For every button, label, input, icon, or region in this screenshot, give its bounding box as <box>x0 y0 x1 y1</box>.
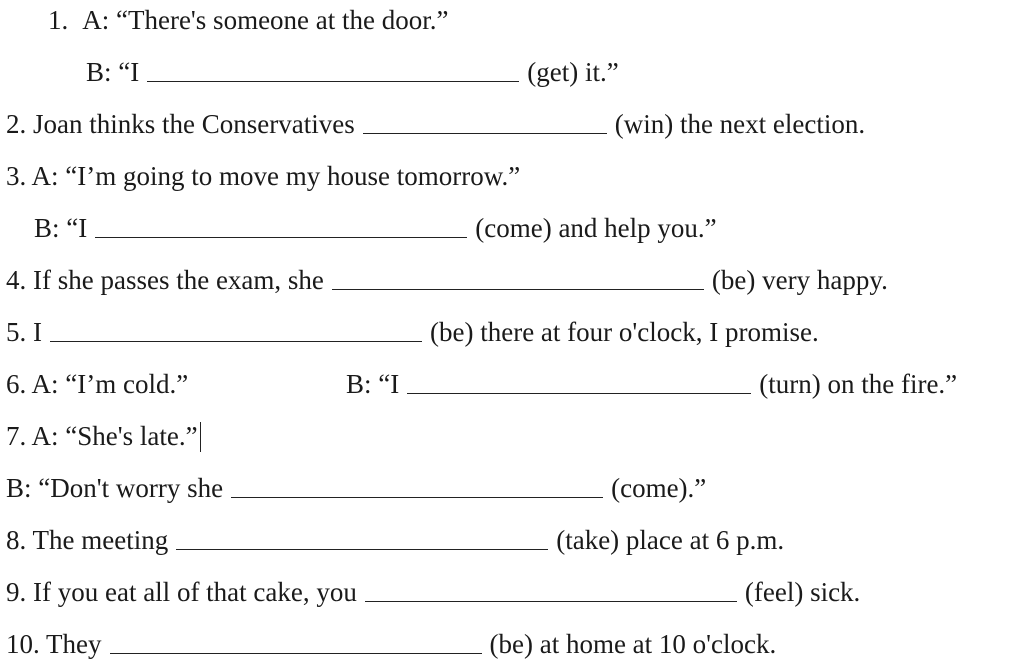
answer-blank-2[interactable] <box>363 106 607 134</box>
exercise-8-hint: (take) place at 6 p.m. <box>556 525 785 555</box>
exercise-6-a-text: 6. A: “I’m cold.” <box>6 369 189 399</box>
exercise-6-line-b <box>346 364 957 404</box>
exercise-3-line-a <box>6 156 520 196</box>
exercise-10-line <box>6 624 776 664</box>
exercise-7-a-text: 7. A: “She's late.” <box>6 421 198 451</box>
exercise-2-prefix: 2. Joan thinks the Conservatives <box>6 109 355 139</box>
answer-blank-10[interactable] <box>110 626 482 654</box>
exercise-8-prefix: 8. The meeting <box>6 525 169 555</box>
answer-blank-5[interactable] <box>50 314 422 342</box>
exercise-10-hint: (be) at home at 10 o'clock. <box>489 629 777 659</box>
exercise-6-b-prefix: B: “I <box>346 369 400 399</box>
answer-blank-4[interactable] <box>332 262 704 290</box>
exercise-9-line <box>6 572 860 612</box>
answer-blank-7[interactable] <box>231 470 603 498</box>
exercise-4-prefix: 4. If she passes the exam, she <box>6 265 324 295</box>
exercise-6-b-hint: (turn) on the fire.” <box>759 369 958 399</box>
exercise-7-b-prefix: B: “Don't worry she <box>6 473 224 503</box>
exercise-6-line-a <box>6 364 188 404</box>
exercise-1-b-hint: (get) it.” <box>527 57 619 87</box>
exercise-9-prefix: 9. If you eat all of that cake, you <box>6 577 357 607</box>
exercise-9-hint: (feel) sick. <box>744 577 861 607</box>
exercise-3-a-text: 3. A: “I’m going to move my house tomorrow.” <box>6 161 521 191</box>
exercise-5-line <box>6 312 819 352</box>
exercise-1-number: 1. <box>48 5 69 35</box>
exercise-1-a-text: A: “There's someone at the door.” <box>82 5 449 35</box>
answer-blank-3[interactable] <box>95 210 467 238</box>
answer-blank-1[interactable] <box>147 54 519 82</box>
exercise-8-line <box>6 520 784 560</box>
exercise-7-line-a <box>6 416 201 456</box>
answer-blank-8[interactable] <box>176 522 548 550</box>
exercise-3-b-prefix: B: “I <box>34 213 88 243</box>
exercise-5-prefix: 5. I <box>6 317 42 347</box>
exercise-10-prefix: 10. They <box>6 629 102 659</box>
exercise-2-hint: (win) the next election. <box>614 109 866 139</box>
exercise-1-line-b <box>86 52 619 92</box>
exercise-5-hint: (be) there at four o'clock, I promise. <box>430 317 819 347</box>
text-cursor <box>200 422 202 452</box>
exercise-1-line-a <box>48 0 449 40</box>
exercise-7-line-b <box>6 468 706 508</box>
exercise-7-b-hint: (come).” <box>611 473 707 503</box>
exercise-3-b-hint: (come) and help you.” <box>475 213 717 243</box>
exercise-3-line-b <box>34 208 717 248</box>
exercise-4-hint: (be) very happy. <box>711 265 888 295</box>
answer-blank-6[interactable] <box>407 366 751 394</box>
answer-blank-9[interactable] <box>365 574 737 602</box>
exercise-2-line <box>6 104 865 144</box>
exercise-1-b-prefix: B: “I <box>86 57 140 87</box>
exercise-4-line <box>6 260 888 300</box>
